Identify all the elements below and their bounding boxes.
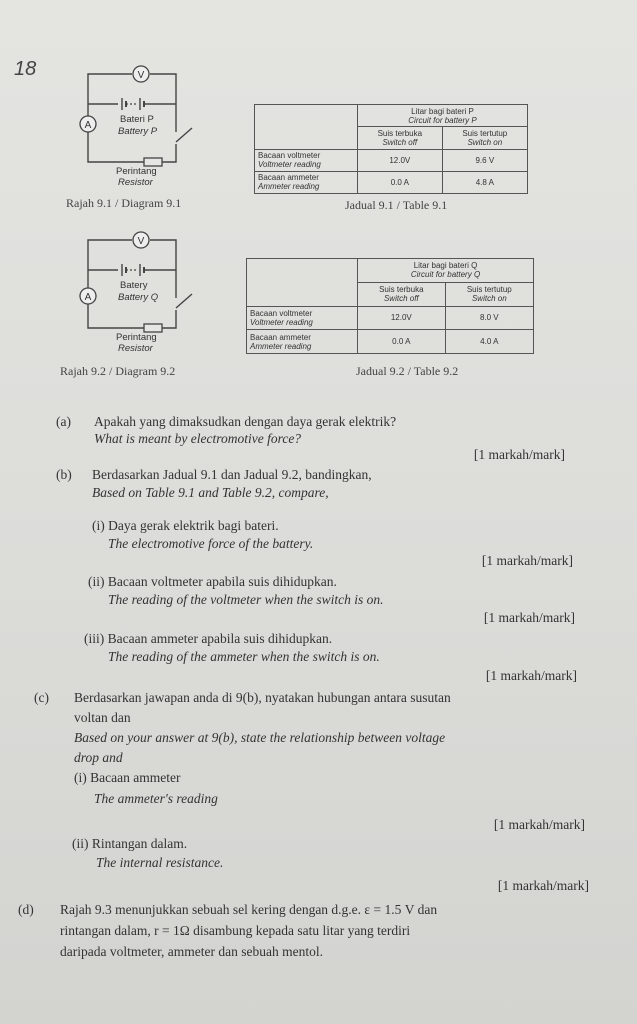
question-c-en-1: Based on your answer at 9(b), state the relationship between voltage <box>74 730 446 745</box>
resistor-label-en-2: Resistor <box>118 343 153 354</box>
question-b1-mark: [1 markah/mark] <box>481 553 573 568</box>
table1-row2-ms: Bacaan ammeter <box>258 173 319 183</box>
question-d-label: (d) <box>18 902 34 917</box>
question-c-en-2: drop and <box>74 750 123 765</box>
question-b1-en: The electromotive force of the battery. <box>108 536 314 551</box>
table1-row2-en: Ammeter reading <box>258 182 320 192</box>
table1-col2-ms: Suis tertutup <box>462 128 508 138</box>
question-a-mark: [1 markah/mark] <box>473 447 565 462</box>
table2-col1-en: Switch off <box>383 294 419 304</box>
table1-header-en: Circuit for battery P <box>408 115 477 125</box>
table2-header-en: Circuit for battery Q <box>410 270 481 280</box>
question-c1-mark: [1 markah/mark] <box>493 817 585 832</box>
question-a-en: What is meant by electromotive force? <box>94 431 302 446</box>
resistor-symbol-1 <box>144 158 162 166</box>
circuit-diagram-2 <box>68 222 218 362</box>
resistor-symbol-2 <box>144 324 162 332</box>
table1-row1-on: 9.6 V <box>442 149 527 171</box>
question-b1-ms: (i) Daya gerak elektrik bagi bateri. <box>92 518 279 533</box>
table2-header-ms: Litar bagi bateri Q <box>413 261 478 271</box>
question-c2-ms: (ii) Rintangan dalam. <box>72 836 188 851</box>
table1-row2-on: 4.8 A <box>442 171 527 193</box>
table1-col1-ms: Suis terbuka <box>377 128 423 138</box>
table2-row2-en: Ammeter reading <box>250 341 312 351</box>
switch-1 <box>176 128 192 142</box>
question-b-en: Based on Table 9.1 and Table 9.2, compare, <box>92 485 329 500</box>
table2-row2-on: 4.0 A <box>445 330 533 354</box>
page-number: 18 <box>14 58 37 80</box>
circuit-diagram-1 <box>68 56 218 196</box>
question-b3-en: The reading of the ammeter when the switch is on. <box>108 649 380 664</box>
question-c2-mark: [1 markah/mark] <box>497 878 589 893</box>
question-c1-ms: (i) Bacaan ammeter <box>74 770 181 785</box>
battery-label-en-2: Battery Q <box>118 292 159 303</box>
ammeter-letter-1: A <box>84 120 92 131</box>
question-c1-en: The ammeter's reading <box>94 791 218 806</box>
table-1-caption: Jadual 9.1 / Table 9.1 <box>345 198 448 212</box>
table1-row1-off: 12.0V <box>358 149 443 171</box>
table2-row1-ms: Bacaan voltmeter <box>250 308 313 318</box>
table-2-caption: Jadual 9.2 / Table 9.2 <box>356 364 459 378</box>
battery-label-ms-1: Bateri P <box>120 114 154 125</box>
table1-header-ms: Litar bagi bateri P <box>411 106 474 116</box>
table1-row2-off: 0.0 A <box>358 171 443 193</box>
question-b-ms: Berdasarkan Jadual 9.1 dan Jadual 9.2, bandingkan, <box>92 467 372 482</box>
battery-label-en-1: Battery P <box>118 126 158 137</box>
resistor-label-ms-1: Perintang <box>116 166 157 177</box>
question-b-label: (b) <box>56 467 72 482</box>
question-b3-mark: [1 markah/mark] <box>485 668 577 683</box>
table2-row1-on: 8.0 V <box>445 306 533 330</box>
question-d-line-1: Rajah 9.3 menunjukkan sebuah sel kering dengan d.g.e. ε = 1.5 V dan <box>60 902 438 917</box>
voltmeter-letter-2: V <box>137 236 145 247</box>
question-b3-ms: (iii) Bacaan ammeter apabila suis dihidupkan. <box>84 631 333 646</box>
table1-col1-en: Switch off <box>382 137 418 147</box>
ammeter-letter-2: A <box>84 292 92 303</box>
question-c2-en: The internal resistance. <box>96 855 224 870</box>
question-c-ms-2: voltan dan <box>74 710 131 725</box>
question-b2-mark: [1 markah/mark] <box>483 610 575 625</box>
table2-row2-off: 0.0 A <box>358 330 446 354</box>
table-9-2 <box>246 258 534 354</box>
switch-2 <box>176 294 192 308</box>
table2-row1-off: 12.0V <box>358 306 446 330</box>
table-9-1 <box>254 104 528 194</box>
table2-row1-en: Voltmeter reading <box>250 317 313 327</box>
resistor-label-ms-2: Perintang <box>116 332 157 343</box>
question-c-label: (c) <box>34 690 49 705</box>
question-a-ms: Apakah yang dimaksudkan dengan daya gerak elektrik? <box>94 414 397 429</box>
table2-col2-en: Switch on <box>471 294 507 304</box>
question-a-label: (a) <box>56 414 71 429</box>
question-b2-en: The reading of the voltmeter when the switch is on. <box>108 592 384 607</box>
diagram-2-caption: Rajah 9.2 / Diagram 9.2 <box>60 364 176 378</box>
resistor-label-en-1: Resistor <box>118 177 153 188</box>
table1-col2-en: Switch on <box>467 137 503 147</box>
diagram-1-caption: Rajah 9.1 / Diagram 9.1 <box>66 196 182 210</box>
table1-row1-ms: Bacaan voltmeter <box>258 151 321 161</box>
voltmeter-letter-1: V <box>137 70 145 81</box>
battery-label-ms-2: Batery <box>120 280 148 291</box>
table2-row2-ms: Bacaan ammeter <box>250 332 311 342</box>
question-d-line-2: rintangan dalam, r = 1Ω disambung kepada satu litar yang terdiri <box>60 923 411 938</box>
question-c-ms-1: Berdasarkan jawapan anda di 9(b), nyatakan hubungan antara susutan <box>74 690 451 705</box>
table1-row1-en: Voltmeter reading <box>258 160 321 170</box>
table2-col1-ms: Suis terbuka <box>379 285 424 295</box>
table2-col2-ms: Suis tertutup <box>466 285 512 295</box>
question-b2-ms: (ii) Bacaan voltmeter apabila suis dihidupkan. <box>88 574 337 589</box>
question-d-line-3: daripada voltmeter, ammeter dan sebuah mentol. <box>60 944 323 959</box>
